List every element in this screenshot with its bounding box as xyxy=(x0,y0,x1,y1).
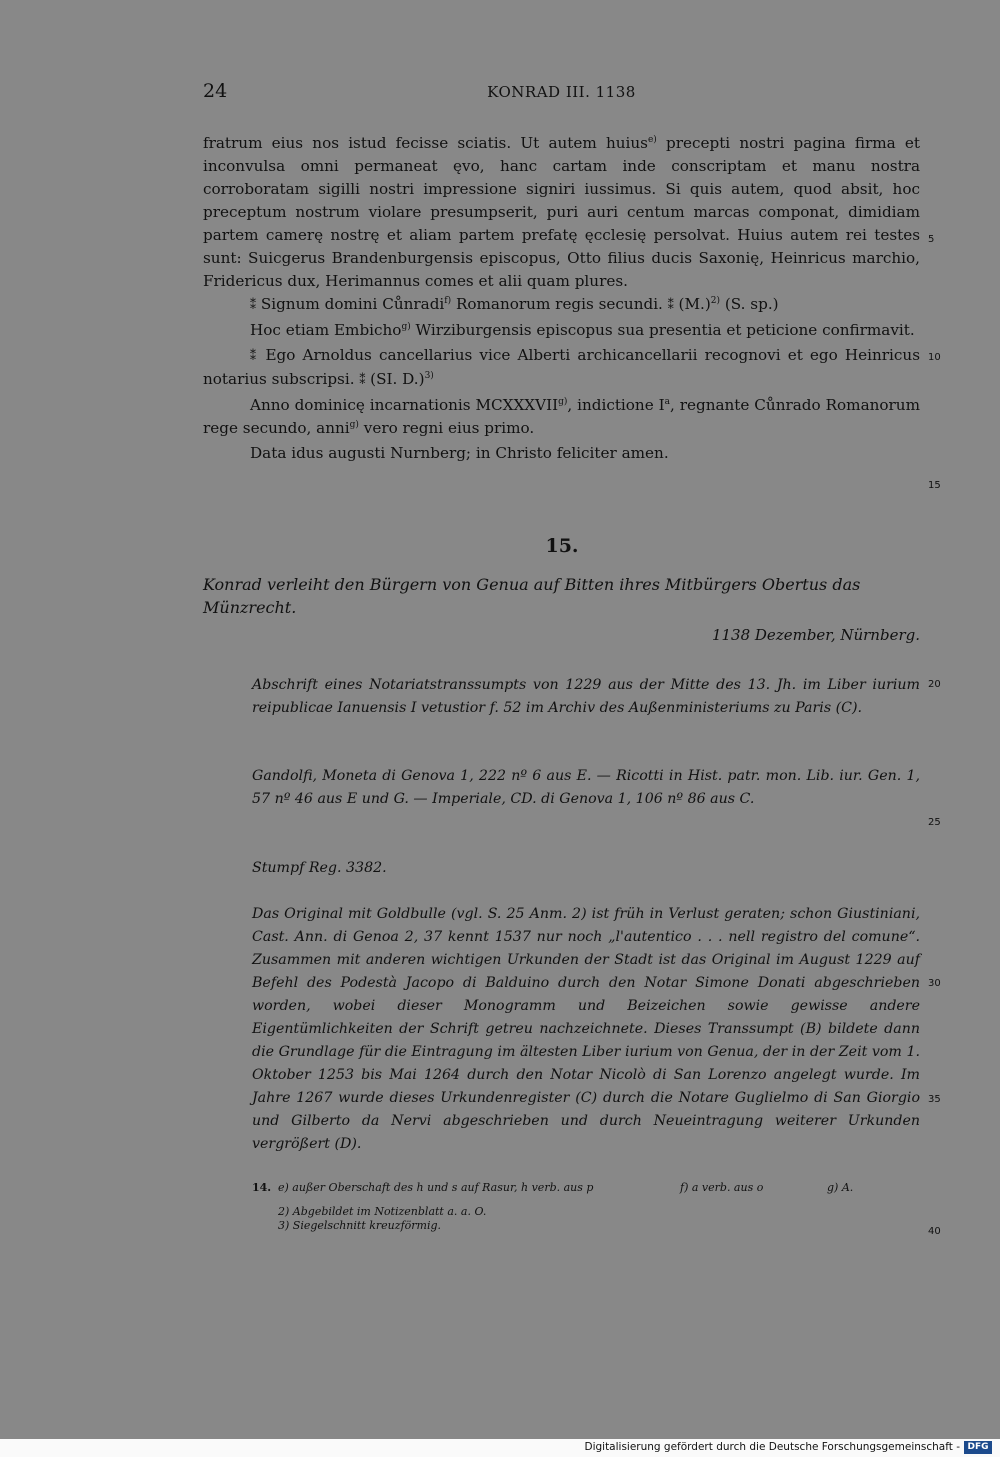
text-notes-row xyxy=(252,1181,920,1197)
line-number: 5 xyxy=(928,234,935,245)
recognition-line: ⁑ Ego Arnoldus cancellarius vice Alberti archicancellarii recognovi et ego Heinricus notarius subscripsi. ⁑ (SI. D.)$^{3)}$ xyxy=(203,346,920,388)
document-date: 1138 Dezember, Nürnberg. xyxy=(711,626,920,644)
digitization-footer xyxy=(0,1439,1000,1457)
line-number: 25 xyxy=(928,817,941,828)
apparatus-notes xyxy=(252,1181,920,1233)
note-3: 3) Siegelschnitt kreuzförmig. xyxy=(278,1219,442,1232)
document-number: 15. xyxy=(545,535,579,557)
note-g: g) A. xyxy=(827,1181,854,1194)
footer-text: Digitalisierung gefördert durch die Deutsche Forschungsgemeinschaft - xyxy=(584,1441,960,1453)
note-e: e) außer Oberschaft des h und s auf Rasur, h verb. aus p xyxy=(278,1181,594,1194)
line-number: 20 xyxy=(928,679,941,690)
confirmation-line: Hoc etiam Embicho$^{g)}$ Wirziburgensis episcopus sua presentia et peticione confirmavit. xyxy=(250,321,915,339)
line-number: 35 xyxy=(928,1094,941,1105)
cross-symbol: ⁑ xyxy=(667,298,674,312)
running-title: KONRAD III. 1138 xyxy=(487,83,636,101)
cross-symbol: ⁑ xyxy=(250,349,259,363)
line-number: 40 xyxy=(928,1226,941,1237)
page-number: 24 xyxy=(203,80,228,102)
charter-text xyxy=(203,132,920,465)
note-ref: 14. xyxy=(252,1181,272,1194)
line-number: 15 xyxy=(928,480,941,491)
transmission-note xyxy=(252,674,920,720)
regest: Konrad verleiht den Bürgern von Genua auf Bitten ihres Mitbürgers Obertus das Münzrecht. xyxy=(203,575,861,617)
line-number: 10 xyxy=(928,352,941,363)
charter-paragraph: fratrum eius nos istud fecisse sciatis. Ut autem huius$^{e)}$ precepti nostri pagina firma et inconvulsa omni permaneat ęvo, hanc cartam inde conscriptam et manu nostra corroboratam sigilli nostri impressione signiri iussimus. Si quis autem, quod absit, hoc preceptum nostrum violare presumpserit, puri auri centum marcas componat, dimidiam partem camerę nostrę et aliam partem prefatę ęcclesię persolvat. Huius autem rei testes sunt: Suicgerus Brandenburgensis episcopus, Otto filius ducis Saxonię, Heinricus marchio, Fridericus dux, Herimannus comes et alii quam plures. xyxy=(203,134,920,290)
cross-symbol: ⁑ xyxy=(250,298,256,312)
line-number: 30 xyxy=(928,978,941,989)
factual-note xyxy=(252,1205,920,1219)
editions-note xyxy=(252,765,920,811)
regesta-note xyxy=(252,857,920,880)
vorbemerkung: Das Original mit Goldbulle (vgl. S. 25 Anm. 2) ist früh in Verlust geraten; schon Giustiniani, Cast. Ann. di Genoa 2, 37 kennt 1537 nur noch „l'autentico . . . nell registro del comune“. Zusammen mit anderen wichtigen Urkunden der Stadt ist das Original im August 1229 auf Befehl des Podestà Jacopo di Balduino durch den Notar Simone Donati abgeschrieben worden, wobei dieser Monogramm und Beizeichen sowie gewisse andere Eigentümlichkeiten der Schrift getreu nachzeichnete. Dieses Transsumpt (B) bildete dann die Grundlage für die Eintragung im ältesten Liber iurium von Genua, der in der Zeit vom 1. Oktober 1253 bis Mai 1264 durch den Notar Nicolò di San Lorenzo angelegt wurde. Im Jahre 1267 wurde dieses Urkundenregister (C) durch die Notare Guglielmo di San Giorgio und Gilberto da Nervi abgeschrieben und durch Neueintragung weiterer Urkunden vergrößert (D). xyxy=(252,906,920,1152)
page-header xyxy=(203,80,920,108)
drucke: Gandolfi, Moneta di Genova 1, 222 nº 6 aus E. — Ricotti in Hist. patr. mon. Lib. iur. Gen. 1, 57 nº 46 aus E und G. — Imperiale, CD. di Genova 1, 106 nº 86 aus C. xyxy=(252,768,920,807)
factual-note xyxy=(252,1219,920,1233)
abschrift: Abschrift eines Notariatstranssumpts von 1229 aus der Mitte des 13. Jh. im Liber iurium reipublicae Ianuensis I vetustior f. 52 im Archiv des Außenministeriums zu Paris (C). xyxy=(252,677,920,716)
dating-line: Anno dominicę incarnationis MCXXXVII$^{g)}$, indictione $I^a$, regnante Cůnrado Romanorum rege secundo, anni$^{g)}$ vero regni eius primo. xyxy=(203,396,920,437)
note-f: f) a verb. aus o xyxy=(680,1181,764,1194)
preliminary-remark xyxy=(252,903,920,1156)
note-2: 2) Abgebildet im Notizenblatt a. a. O. xyxy=(278,1205,487,1218)
data-line: Data idus augusti Nurnberg; in Christo feliciter amen. xyxy=(250,444,669,462)
signum-line: ⁑ Signum domini Cůnradi$^{f)}$ Romanorum regis secundi. ⁑ $(M.)^{2)}$ (S. sp.) xyxy=(250,295,779,313)
dfg-logo: DFG xyxy=(964,1441,992,1454)
regesten: Stumpf Reg. 3382. xyxy=(252,860,387,876)
cross-symbol: ⁑ xyxy=(359,373,366,387)
